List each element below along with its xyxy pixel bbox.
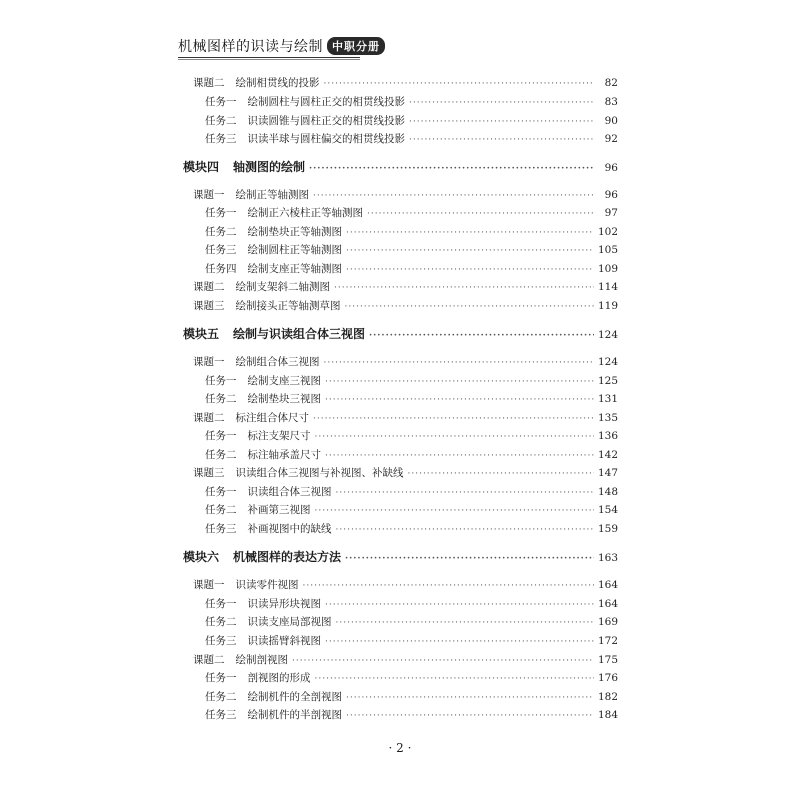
entry-label — [205, 708, 342, 722]
toc-entry-lesson — [193, 411, 618, 426]
entry-page-number: 83 — [604, 96, 618, 108]
toc-entry-lesson — [193, 188, 618, 203]
entry-label — [183, 550, 341, 564]
toc-entry-task — [205, 671, 618, 686]
dot-leader — [367, 207, 594, 221]
entry-title: 绘制组合体三视图 — [235, 356, 320, 368]
entry-label — [193, 578, 299, 592]
entry-label — [193, 355, 320, 369]
dot-leader — [346, 226, 594, 240]
page-number: · 2 · — [388, 741, 412, 755]
entry-number: 课题三 — [193, 467, 225, 479]
entry-number: 任务三 — [205, 523, 237, 535]
entry-page-number: 154 — [597, 504, 618, 516]
toc-entry-module — [183, 160, 618, 176]
entry-label — [193, 653, 288, 667]
toc-entry-task — [205, 708, 618, 723]
entry-number: 任务四 — [205, 263, 237, 275]
entry-page-number: 97 — [604, 207, 618, 219]
entry-label — [205, 522, 332, 536]
toc-entry-lesson — [193, 355, 618, 370]
entry-title: 绘制圆柱正等轴测图 — [247, 244, 342, 256]
entry-number: 任务二 — [205, 226, 237, 238]
entry-page-number: 148 — [597, 486, 618, 498]
entry-number: 任务二 — [205, 616, 237, 628]
entry-title: 绘制正六棱柱正等轴测图 — [247, 207, 363, 219]
book-title: 机械图样的识读与绘制 — [178, 39, 323, 55]
entry-title: 补画第三视图 — [247, 504, 311, 516]
entry-number: 模块六 — [183, 550, 220, 564]
entry-page-number: 159 — [597, 523, 618, 535]
toc-entry-task — [205, 522, 618, 537]
entry-page-number: 147 — [597, 467, 618, 479]
dot-leader — [346, 244, 594, 258]
entry-number: 任务一 — [205, 375, 237, 387]
entry-title: 绘制接头正等轴测草图 — [235, 300, 341, 312]
entry-title: 轴测图的绘制 — [233, 160, 306, 174]
entry-page-number: 109 — [597, 263, 618, 275]
entry-label — [193, 411, 309, 425]
entry-page-number: 136 — [597, 430, 618, 442]
entry-page-number: 142 — [597, 449, 618, 461]
dot-leader — [409, 115, 594, 129]
toc-entry-lesson — [193, 76, 618, 91]
entry-label — [193, 188, 309, 202]
entry-title: 绘制剖视图 — [235, 654, 288, 666]
toc-entry-task — [205, 374, 618, 389]
toc-entry-task — [205, 634, 618, 649]
dot-leader — [336, 616, 594, 630]
toc-entry-lesson — [193, 299, 618, 314]
entry-title: 标注轴承盖尺寸 — [247, 449, 321, 461]
dot-leader — [336, 523, 594, 537]
toc-entry-task — [205, 132, 618, 147]
entry-page-number: 164 — [597, 579, 618, 591]
entry-title: 标注支架尺寸 — [247, 430, 311, 442]
entry-page-number: 169 — [597, 616, 618, 628]
entry-number: 任务二 — [205, 115, 237, 127]
entry-page-number: 163 — [597, 552, 618, 564]
toc-entry-task — [205, 448, 618, 463]
entry-page-number: 131 — [597, 393, 618, 405]
entry-title: 绘制机件的半剖视图 — [247, 709, 342, 721]
entry-page-number: 175 — [597, 654, 618, 666]
entry-label — [205, 225, 342, 239]
entry-title: 剖视图的形成 — [247, 672, 311, 684]
dot-leader — [303, 579, 594, 593]
toc-entry-task — [205, 392, 618, 407]
dot-leader — [408, 467, 594, 481]
entry-label — [205, 634, 321, 648]
entry-title: 绘制相贯线的投影 — [235, 77, 320, 89]
entry-label — [205, 132, 405, 146]
entry-label — [205, 374, 321, 388]
entry-label — [205, 243, 342, 257]
dot-leader — [409, 96, 594, 110]
dot-leader — [346, 709, 594, 723]
entry-title: 识读摇臂斜视图 — [247, 635, 321, 647]
entry-number: 模块四 — [183, 160, 220, 174]
dot-leader — [313, 189, 594, 203]
entry-page-number: 124 — [597, 356, 618, 368]
toc-entry-module — [183, 550, 618, 566]
dot-leader — [346, 263, 594, 277]
entry-page-number: 182 — [597, 691, 618, 703]
dot-leader — [292, 654, 594, 668]
dot-leader — [315, 504, 594, 518]
dot-leader — [315, 430, 594, 444]
entry-page-number: 105 — [597, 244, 618, 256]
entry-page-number: 82 — [604, 77, 618, 89]
dot-leader — [345, 552, 594, 566]
dot-leader — [325, 598, 594, 612]
entry-title: 识读圆锥与圆柱正交的相贯线投影 — [247, 115, 405, 127]
entry-page-number: 176 — [597, 672, 618, 684]
entry-page-number: 172 — [597, 635, 618, 647]
entry-title: 绘制与识读组合体三视图 — [233, 327, 366, 341]
entry-label — [205, 690, 342, 704]
toc-entry-task — [205, 262, 618, 277]
entry-number: 课题二 — [193, 412, 225, 424]
entry-label — [205, 429, 311, 443]
entry-label — [193, 76, 320, 90]
entry-number: 课题一 — [193, 579, 225, 591]
dot-leader — [325, 449, 594, 463]
entry-page-number: 114 — [597, 281, 618, 293]
entry-title: 识读异形块视图 — [247, 598, 321, 610]
entry-title: 绘制机件的全剖视图 — [247, 691, 342, 703]
toc-entry-module — [183, 327, 618, 343]
entry-number: 课题二 — [193, 77, 225, 89]
entry-label — [205, 95, 405, 109]
toc-entry-task — [205, 225, 618, 240]
toc-entry-task — [205, 485, 618, 500]
entry-title: 绘制垫块三视图 — [247, 393, 321, 405]
entry-title: 补画视图中的缺线 — [247, 523, 332, 535]
entry-number: 任务三 — [205, 635, 237, 647]
entry-title: 机械图样的表达方法 — [233, 550, 342, 564]
entry-title: 标注组合体尺寸 — [235, 412, 309, 424]
entry-label — [193, 466, 404, 480]
entry-title: 绘制圆柱与圆柱正交的相贯线投影 — [247, 96, 405, 108]
toc-entry-task — [205, 95, 618, 110]
entry-number: 课题一 — [193, 189, 225, 201]
entry-title: 绘制支座三视图 — [247, 375, 321, 387]
entry-title: 绘制垫块正等轴测图 — [247, 226, 342, 238]
entry-label — [205, 262, 342, 276]
toc-entry-lesson — [193, 653, 618, 668]
entry-number: 课题三 — [193, 300, 225, 312]
dot-leader — [334, 281, 594, 295]
toc-entry-task — [205, 503, 618, 518]
dot-leader — [346, 691, 594, 705]
dot-leader — [325, 393, 594, 407]
dot-leader — [345, 300, 594, 314]
entry-title: 绘制正等轴测图 — [235, 189, 309, 201]
toc-entry-task — [205, 690, 618, 705]
entry-title: 识读组合体三视图与补视图、补缺线 — [235, 467, 404, 479]
entry-page-number: 135 — [597, 412, 618, 424]
dot-leader — [324, 356, 594, 370]
entry-label — [205, 597, 321, 611]
entry-title: 绘制支座正等轴测图 — [247, 263, 342, 275]
entry-title: 识读半球与圆柱偏交的相贯线投影 — [247, 133, 405, 145]
entry-label — [193, 280, 330, 294]
entry-label — [193, 299, 341, 313]
entry-label — [205, 114, 405, 128]
entry-number: 任务二 — [205, 691, 237, 703]
entry-page-number: 102 — [597, 226, 618, 238]
entry-label — [205, 503, 311, 517]
entry-number: 任务二 — [205, 449, 237, 461]
dot-leader — [325, 375, 594, 389]
entry-page-number: 96 — [604, 162, 618, 174]
entry-title: 绘制支架斜二轴测图 — [235, 281, 330, 293]
entry-number: 任务三 — [205, 133, 237, 145]
entry-title: 识读零件视图 — [235, 579, 299, 591]
toc-entry-task — [205, 597, 618, 612]
entry-title: 识读支座局部视图 — [247, 616, 332, 628]
entry-number: 任务一 — [205, 207, 237, 219]
toc-entry-task — [205, 429, 618, 444]
toc-entry-lesson — [193, 578, 618, 593]
entry-label — [205, 615, 332, 629]
entry-number: 任务二 — [205, 504, 237, 516]
entry-label — [205, 392, 321, 406]
dot-leader — [324, 77, 595, 91]
entry-page-number: 164 — [597, 598, 618, 610]
entry-number: 任务一 — [205, 486, 237, 498]
entry-label — [205, 485, 332, 499]
edition-badge: 中职分册 — [327, 37, 385, 55]
toc-entry-task — [205, 243, 618, 258]
entry-label — [205, 671, 311, 685]
dot-leader — [336, 486, 594, 500]
entry-page-number: 96 — [604, 189, 618, 201]
toc-entry-lesson — [193, 280, 618, 295]
toc-entry-lesson — [193, 466, 618, 481]
toc-entry-task — [205, 114, 618, 129]
entry-number: 任务一 — [205, 96, 237, 108]
entry-label — [205, 448, 321, 462]
dot-leader — [309, 162, 594, 176]
entry-number: 任务三 — [205, 244, 237, 256]
entry-number: 任务一 — [205, 598, 237, 610]
entry-label — [205, 206, 363, 220]
entry-number: 任务二 — [205, 393, 237, 405]
entry-number: 课题一 — [193, 356, 225, 368]
dot-leader — [325, 635, 594, 649]
entry-number: 课题二 — [193, 281, 225, 293]
entry-page-number: 92 — [604, 133, 618, 145]
entry-page-number: 124 — [597, 329, 618, 341]
entry-number: 模块五 — [183, 327, 220, 341]
toc-entry-task — [205, 615, 618, 630]
dot-leader — [369, 329, 594, 343]
entry-title: 识读组合体三视图 — [247, 486, 332, 498]
entry-label — [183, 160, 305, 174]
entry-page-number: 119 — [597, 300, 618, 312]
dot-leader — [409, 133, 594, 147]
entry-page-number: 90 — [604, 115, 618, 127]
entry-label — [183, 327, 365, 341]
entry-number: 任务一 — [205, 672, 237, 684]
dot-leader — [313, 412, 594, 426]
toc-entry-task — [205, 206, 618, 221]
entry-number: 任务一 — [205, 430, 237, 442]
entry-page-number: 184 — [597, 709, 618, 721]
entry-page-number: 125 — [597, 375, 618, 387]
entry-number: 任务三 — [205, 709, 237, 721]
dot-leader — [315, 672, 594, 686]
entry-number: 课题二 — [193, 654, 225, 666]
